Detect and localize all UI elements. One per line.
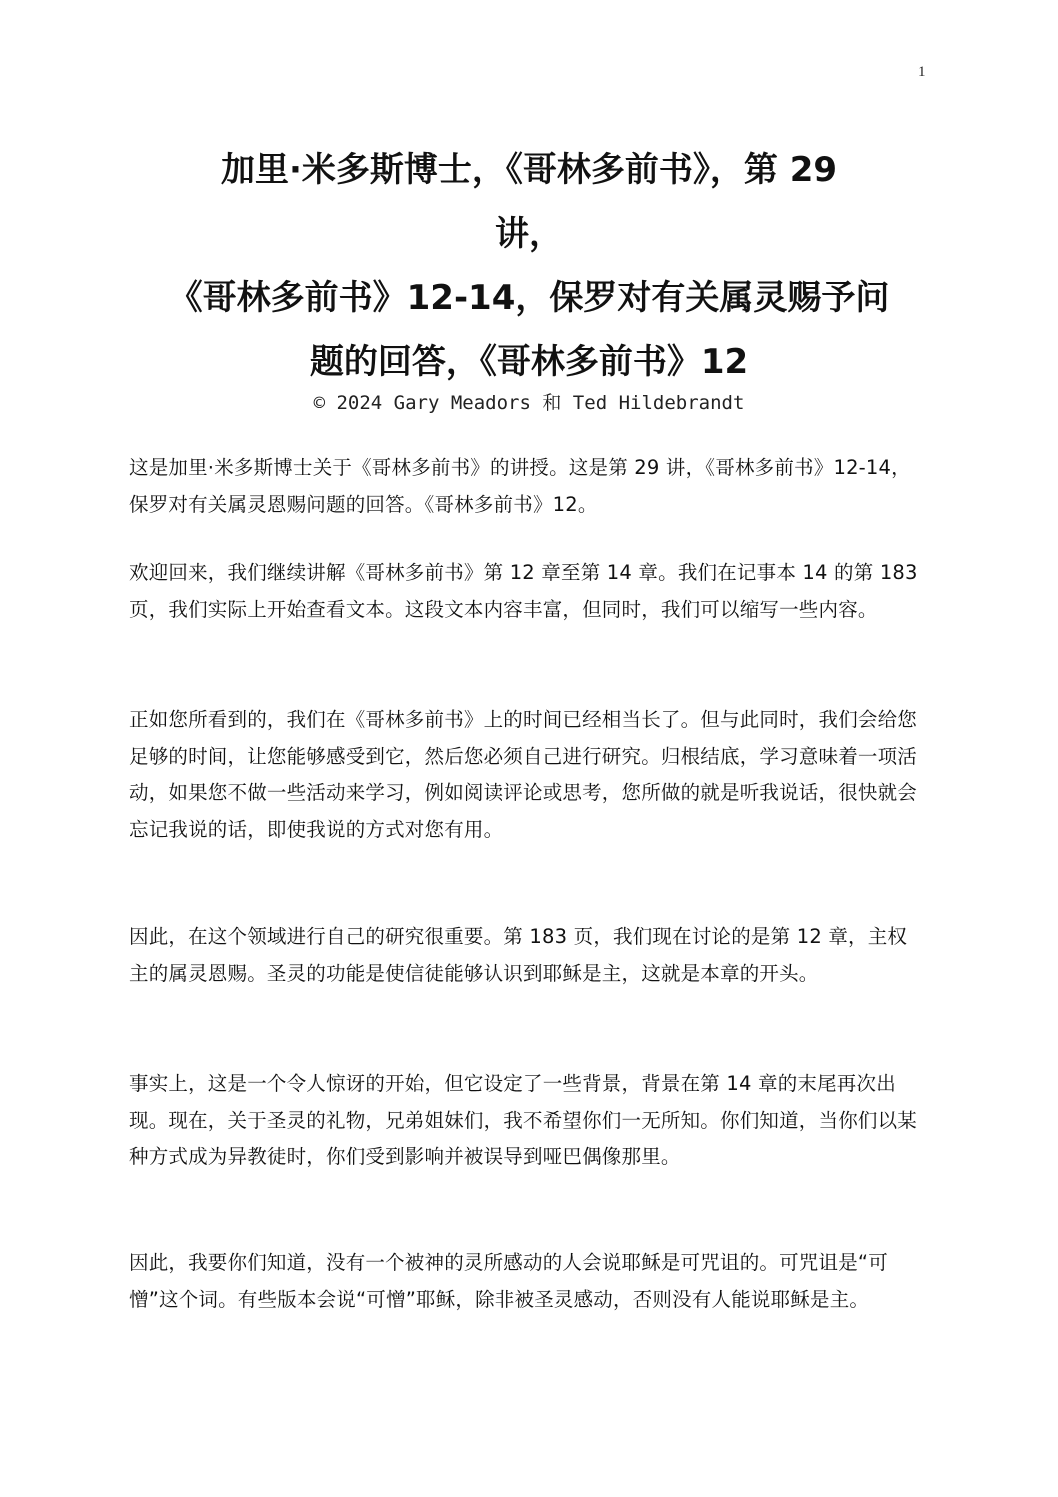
paragraph-research: 因此，在这个领域进行自己的研究很重要。第 183 页，我们现在讨论的是第 12 章，主权主的属灵恩赐。圣灵的功能是使信徒能够认识到耶稣是主，这就是本章的开头。 bbox=[129, 925, 908, 985]
paragraph-background: 事实上，这是一个令人惊讶的开始，但它设定了一些背景，背景在第 14 章的末尾再次出现。现在，关于圣灵的礼物，兄弟姐妹们，我不希望你们一无所知。你们知道，当你们以某种方式成为异教徒时，你们受到影响并被误导到哑巴偶像那里。 bbox=[129, 1072, 918, 1168]
paragraph-intro: 这是加里·米多斯博士关于《哥林多前书》的讲授。这是第 29 讲，《哥林多前书》12-14，保罗对有关属灵恩赐问题的回答。《哥林多前书》12。 bbox=[129, 456, 911, 516]
title-line-4: 题的回答，《哥林多前书》12 bbox=[309, 342, 749, 382]
title-line-1: 加里·米多斯博士，《哥林多前书》，第 29 bbox=[220, 150, 838, 190]
document-title bbox=[130, 138, 928, 394]
title-line-2: 讲， bbox=[495, 214, 563, 254]
paragraph-anathema: 因此，我要你们知道，没有一个被神的灵所感动的人会说耶稣是可咒诅的。可咒诅是“可憎”这个词。有些版本会说“可憎”耶稣，除非被圣灵感动，否则没有人能说耶稣是主。 bbox=[129, 1251, 888, 1311]
page-number: 1 bbox=[918, 64, 926, 80]
copyright-line: © 2024 Gary Meadors 和 Ted Hildebrandt bbox=[313, 392, 745, 414]
paragraph-study-time: 正如您所看到的，我们在《哥林多前书》上的时间已经相当长了。但与此同时，我们会给您足够的时间，让您能够感受到它，然后您必须自己进行研究。归根结底，学习意味着一项活动，如果您不做一些活动来学习，例如阅读评论或思考，您所做的就是听我说话，很快就会忘记我说的话，即使我说的方式对您有用。 bbox=[129, 708, 918, 841]
paragraph-welcome: 欢迎回来，我们继续讲解《哥林多前书》第 12 章至第 14 章。我们在记事本 14 的第 183 页，我们实际上开始查看文本。这段文本内容丰富，但同时，我们可以缩写一些内容。 bbox=[129, 561, 918, 621]
title-line-3: 《哥林多前书》12-14，保罗对有关属灵赐予问 bbox=[168, 278, 890, 318]
